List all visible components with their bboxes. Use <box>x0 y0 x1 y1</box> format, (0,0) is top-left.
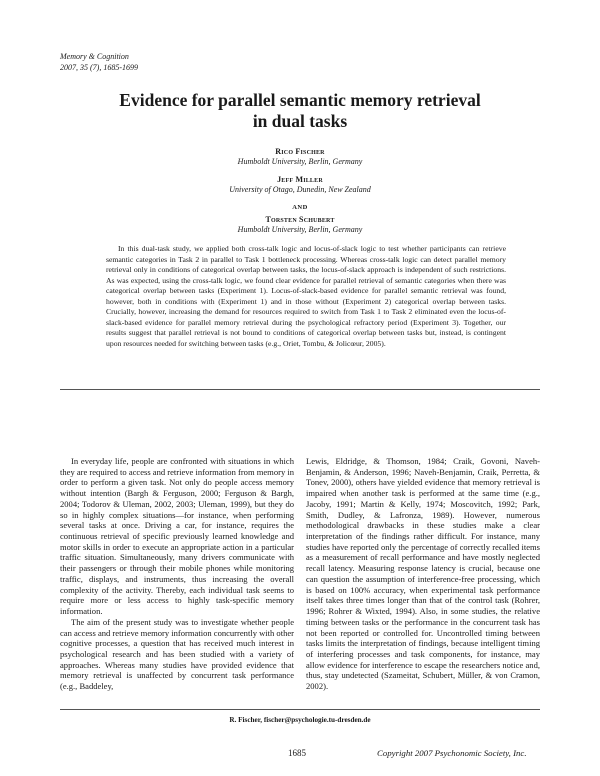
author-affiliation: Humboldt University, Berlin, Germany <box>237 157 363 166</box>
paper-title <box>60 90 540 132</box>
title-line-2: in dual tasks <box>252 111 348 131</box>
abstract: In this dual-task study, we applied both cross-talk logic and locus-of-slack logic to test whether participants can retrieve semantic categories in Task 2 in parallel to Task 1 bottleneck processing. Whereas cross-talk logic can detect parallel memory retrieval only in conditions of categorical overlap between tasks, the locus-of-slack approach is independent of such restrictions. As was expected, using the cross-talk logic, we found clear evidence for parallel retrieval of semantic categories when there was categorical overlap between tasks (Experiment 1). Locus-of-slack-based evidence for parallel semantic retrieval was found, however, both in conditions with (Experiment 1) and in those without (Experiment 2) categorical overlap between tasks. Crucially, however, increasing the demand for resources required to switch from Task 1 to Task 2 eliminated even the locus-of-slack-based evidence for parallel memory retrieval during the psychological refractory period (Experiment 3). Together, our results suggest that parallel retrieval is not bound to conditions of categorical overlap between tasks but, instead, is contingent upon resources needed for switching between tasks (e.g., Oriet, Tombu, & Jolicœur, 2005). <box>106 244 506 348</box>
author-affiliation: University of Otago, Dunedin, New Zealand <box>229 185 371 194</box>
author-name: Jeff Miller <box>277 175 323 184</box>
author-name: Rico Fischer <box>275 147 325 156</box>
journal-citation: 2007, 35 (7), 1685-1699 <box>60 62 138 72</box>
footnote-divider <box>60 709 540 710</box>
author-conjunction: AND <box>292 204 308 211</box>
body-paragraph: In everyday life, people are confronted with situations in which they are required to access and retrieve information from memory in order to perform a given task. Not only do people access memory without intention (Bargh & Ferguson, 2000; Ferguson & Bargh, 2004; Todorov & Uleman, 2002, 2003; Uleman, 1999), but they do so in highly complex situations—for instance, when performing several tasks at once. Driving a car, for instance, requires the continuous retrieval of specific previously learned knowledge and motor skills in order to execute an appropriate action in a particular traffic situation. Simultaneously, many drivers communicate with their passengers or through their mobile phones while monitoring traffic, displays, and instruments, thus increasing the overall complexity of the activity. Thereby, each individual task seems to require more or less access to highly task-specific memory information. <box>60 456 294 617</box>
body-column-left <box>60 456 294 692</box>
author-affiliation: Humboldt University, Berlin, Germany <box>237 225 363 234</box>
author-name: Torsten Schubert <box>265 215 335 224</box>
page-number: 1685 <box>288 748 306 758</box>
body-paragraph: Lewis, Eldridge, & Thomson, 1984; Craik, Govoni, Naveh-Benjamin, & Anderson, 1996; Naveh-Benjamin, Craik, Perretta, & Tonev, 2000), others have yielded evidence that memory retrieval is impaired when another task is performed at the same time (e.g., Jacoby, 1991; Martin & Kelly, 1974; Moscovitch, 1992; Park, Smith, Dudley, & Lafronza, 1989). However, numerous methodological drawbacks in these studies make a clear interpretation of the findings rather difficult. For instance, many studies have reported only the percentage of correctly recalled items as a measurement of recall performance and have mostly neglected recall latency. Measuring response latency is crucial, because one can question the assumption of interference-free processing, which is based on 100% accuracy, when experimental task performance itself takes three times longer than that of the control task (Rohrer, 1996; Rohrer & Wixted, 1994). Also, in some studies, the relative timing between tasks or the performance in the concurrent task has not been reported or controlled for. Uncontrolled timing between tasks limits the interpretation of findings, because intelligent timing of interfering processes and task components, for instance, may allow evidence for interference to escape the researchers notice and, thus, stay undetected (Szameitat, Schubert, Müller, & von Cramon, 2002). <box>306 456 540 692</box>
journal-header <box>60 52 138 73</box>
abstract-divider <box>60 389 540 390</box>
title-line-1: Evidence for parallel semantic memory retrieval <box>119 90 481 110</box>
correspondence-note: R. Fischer, fischer@psychologie.tu-dresden.de <box>229 716 371 724</box>
copyright-notice: Copyright 2007 Psychonomic Society, Inc. <box>377 748 527 758</box>
body-paragraph: The aim of the present study was to investigate whether people can access and retrieve memory information concurrently with other cognitive processes, a question that has received much interest in psychological research and has been studied with a variety of approaches. Whereas many studies have provided evidence that memory retrieval is unaffected by concurrent task performance (e.g., Baddeley, <box>60 616 294 692</box>
body-column-right <box>306 456 540 692</box>
journal-name: Memory & Cognition <box>60 52 129 61</box>
